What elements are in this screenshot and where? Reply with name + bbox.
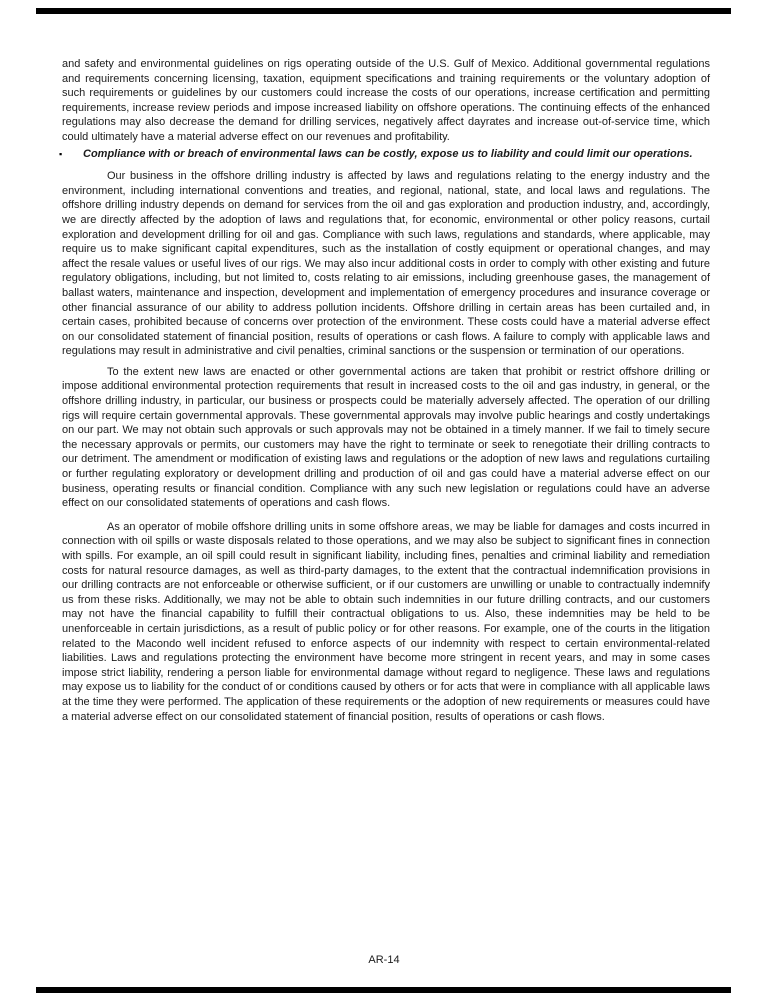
body-paragraph: To the extent new laws are enacted or other governmental actions are taken that prohibit or restrict offshore drilling or impose additional environmental protection requirements that result in increased costs to the oil and gas industry, in general, or the offshore drilling industry, in particular, our business or prospects could be materially adversely affected. The operation of our drilling rigs will require certain governmental approvals. These governmental approvals may involve public hearings and costly undertakings on our part. We may not obtain such approvals or such approvals may not be obtained in a timely manner. If we fail to timely secure the necessary approvals or permits, our customers may have the right to terminate or seek to renegotiate their drilling contracts to our detriment. The amendment or modification of existing laws and regulations or the adoption of new laws and regulations curtailing or further regulating exploratory or development drilling and production of oil and gas could have a material adverse effect on our business, operating results or financial condition. Compliance with any such new legislation or regulations could have an adverse effect on our consolidated statements of operations and cash flows. [62, 365, 710, 510]
body-paragraph: Our business in the offshore drilling industry is affected by laws and regulations relating to the energy industry and the environment, including international conventions and treaties, and regional, national, state, and local laws and regulations. The offshore drilling industry depends on demand for services from the oil and gas exploration and production industry, and, accordingly, we are directly affected by the adoption of laws and regulations that, for economic, environmental or other policy reasons, curtail exploration and development drilling for oil and gas. Compliance with such laws, regulations and standards, where applicable, may require us to make significant capital expenditures, such as the installation of costly equipment or operational changes, and may affect the resale values or useful lives of our rigs. We may also incur additional costs in order to comply with other existing and future regulatory obligations, including, but not limited to, costs relating to air emissions, including greenhouse gases, the management of ballast waters, maintenance and inspection, development and implementation of emergency procedures and insurance coverage or other financial assurance of our ability to address pollution incidents. Offshore drilling in certain areas has been curtailed and, in certain cases, prohibited because of concerns over protection of the environment. These costs could have a material adverse effect on our consolidated statement of financial position, results of operations or cash flows. A failure to comply with applicable laws and regulations may result in administrative and civil penalties, criminal sanctions or the suspension or termination of our operations. [62, 170, 710, 358]
top-rule [36, 8, 731, 14]
risk-factor-heading-text: Compliance with or breach of environmental laws can be costly, expose us to liability and could limit our operations. [83, 147, 693, 160]
page-number: AR-14 [368, 954, 400, 966]
body-paragraph: As an operator of mobile offshore drilling units in some offshore areas, we may be liable for damages and costs incurred in connection with oil spills or waste disposals related to those operations, and we may also be subject to significant fines in connection with spills. For example, an oil spill could result in significant liability, including fines, penalties and criminal liability and remediation costs for natural resource damages, as well as third-party damages, to the extent that the contractual indemnification provisions in our drilling contracts are not enforceable or otherwise sufficient, or if our customers are unwilling or unable to contractually indemnify us from these risks. Additionally, we may not be able to obtain such indemnities in our future drilling contracts, and our customers may not have the financial capability to fulfill their contractual obligations to us. Also, these indemnities may be held to be unenforceable in certain jurisdictions, as a result of public policy or for other reasons. For example, one of the courts in the litigation related to the Macondo well incident refused to enforce aspects of our indemnity with respect to certain environmental-related liabilities. Laws and regulations protecting the environment have become more stringent in recent years, and may in some cases impose strict liability, rendering a person liable for environmental damage without regard to negligence. These laws and regulations may expose us to liability for the conduct of or conditions caused by others or for acts that were in compliance with all applicable laws at the time they were performed. The application of these requirements or the adoption of new requirements or measures could have a material adverse effect on our consolidated statement of financial position, results of operations or cash flows. [62, 520, 710, 723]
risk-factor-heading [59, 147, 710, 162]
page-body [59, 57, 710, 724]
bullet-square-icon: ▪ [59, 148, 63, 159]
body-paragraph: and safety and environmental guidelines on rigs operating outside of the U.S. Gulf of Mexico. Additional governmental regulations and requirements concerning licensing, taxation, equipment specifications and training requirements or the voluntary adoption of such requirements or guidelines by our customers could increase the costs of our operations, increase certification and permitting requirements, increase review periods and impose increased liability on offshore operations. The continuing effects of the enhanced regulations may also decrease the demand for drilling services, negatively affect dayrates and increase out-of-service time, which could ultimately have a material adverse effect on our revenues and profitability. [62, 58, 710, 143]
bottom-rule [36, 987, 731, 993]
page-footer [0, 953, 768, 968]
